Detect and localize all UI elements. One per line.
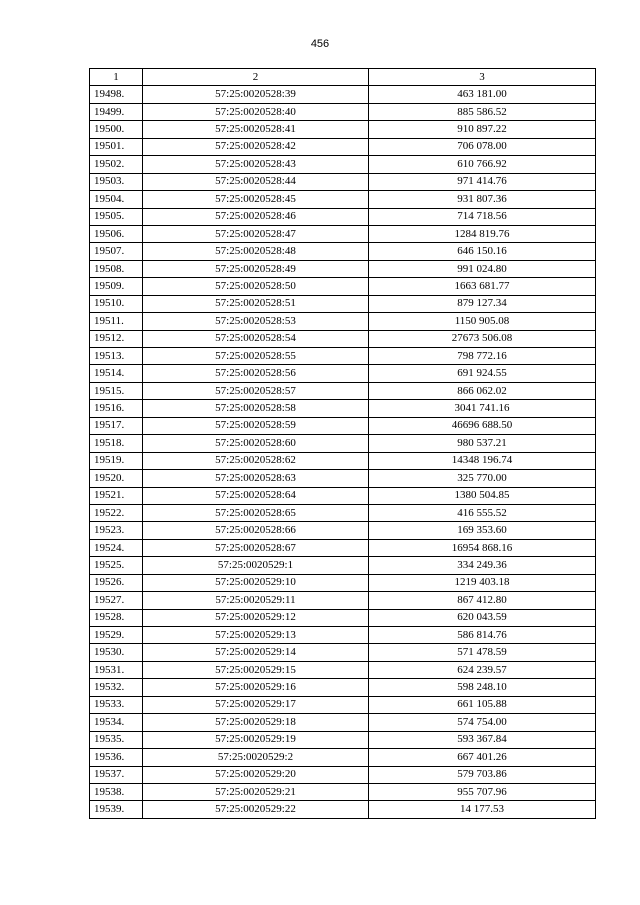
cadastral-value-cell: 661 105.88: [369, 696, 596, 713]
cadastral-value-cell: 1219 403.18: [369, 574, 596, 591]
table-row: [90, 696, 596, 713]
cadastral-number-cell: 57:25:0020528:64: [143, 487, 369, 504]
table-row: [90, 225, 596, 242]
row-number-cell: 19536.: [90, 749, 143, 766]
cadastral-value-cell: 971 414.76: [369, 173, 596, 190]
column-header-value: 3: [369, 69, 596, 86]
cadastral-value-cell: 3041 741.16: [369, 400, 596, 417]
row-number-cell: 19534.: [90, 714, 143, 731]
cadastral-number-cell: 57:25:0020529:18: [143, 714, 369, 731]
table-row: [90, 522, 596, 539]
row-number-cell: 19499.: [90, 103, 143, 120]
table-row: [90, 173, 596, 190]
table-row: [90, 679, 596, 696]
row-number-cell: 19516.: [90, 400, 143, 417]
cadastral-number-cell: 57:25:0020528:53: [143, 313, 369, 330]
row-number-cell: 19538.: [90, 783, 143, 800]
row-number-cell: 19522.: [90, 504, 143, 521]
cadastral-value-cell: 1284 819.76: [369, 225, 596, 242]
row-number-cell: 19513.: [90, 348, 143, 365]
cadastral-value-cell: 586 814.76: [369, 627, 596, 644]
cadastral-value-cell: 579 703.86: [369, 766, 596, 783]
row-number-cell: 19520.: [90, 470, 143, 487]
cadastral-number-cell: 57:25:0020528:62: [143, 452, 369, 469]
cadastral-number-cell: 57:25:0020529:17: [143, 696, 369, 713]
table-row: [90, 783, 596, 800]
cadastral-number-cell: 57:25:0020528:57: [143, 382, 369, 399]
cadastral-value-cell: 620 043.59: [369, 609, 596, 626]
row-number-cell: 19537.: [90, 766, 143, 783]
cadastral-number-cell: 57:25:0020528:59: [143, 417, 369, 434]
table-row: [90, 504, 596, 521]
cadastral-number-cell: 57:25:0020529:15: [143, 661, 369, 678]
cadastral-number-cell: 57:25:0020528:44: [143, 173, 369, 190]
cadastral-number-cell: 57:25:0020529:16: [143, 679, 369, 696]
cadastral-number-cell: 57:25:0020529:22: [143, 801, 369, 818]
table-row: [90, 382, 596, 399]
row-number-cell: 19518.: [90, 435, 143, 452]
row-number-cell: 19521.: [90, 487, 143, 504]
row-number-cell: 19511.: [90, 313, 143, 330]
column-header-cadastral-number: 2: [143, 69, 369, 86]
cadastral-value-cell: 646 150.16: [369, 243, 596, 260]
cadastral-value-cell: 574 754.00: [369, 714, 596, 731]
cadastral-value-cell: 416 555.52: [369, 504, 596, 521]
cadastral-number-cell: 57:25:0020528:56: [143, 365, 369, 382]
cadastral-value-cell: 624 239.57: [369, 661, 596, 678]
cadastral-number-cell: 57:25:0020528:45: [143, 191, 369, 208]
cadastral-value-cell: 867 412.80: [369, 592, 596, 609]
cadastral-value-cell: 14 177.53: [369, 801, 596, 818]
row-number-cell: 19527.: [90, 592, 143, 609]
table-row: [90, 539, 596, 556]
row-number-cell: 19508.: [90, 260, 143, 277]
table-row: [90, 487, 596, 504]
row-number-cell: 19517.: [90, 417, 143, 434]
table-row: [90, 574, 596, 591]
column-header-number: 1: [90, 69, 143, 86]
cadastral-value-cell: 325 770.00: [369, 470, 596, 487]
table-row: [90, 470, 596, 487]
cadastral-number-cell: 57:25:0020528:48: [143, 243, 369, 260]
row-number-cell: 19519.: [90, 452, 143, 469]
table-row: [90, 208, 596, 225]
cadastral-value-cell: 16954 868.16: [369, 539, 596, 556]
table-row: [90, 295, 596, 312]
cadastral-number-cell: 57:25:0020528:60: [143, 435, 369, 452]
cadastral-value-cell: 955 707.96: [369, 783, 596, 800]
cadastral-number-cell: 57:25:0020528:58: [143, 400, 369, 417]
table-row: [90, 801, 596, 818]
cadastral-number-cell: 57:25:0020528:63: [143, 470, 369, 487]
cadastral-value-cell: 879 127.34: [369, 295, 596, 312]
cadastral-number-cell: 57:25:0020529:13: [143, 627, 369, 644]
table-row: [90, 313, 596, 330]
cadastral-number-cell: 57:25:0020528:46: [143, 208, 369, 225]
cadastral-value-cell: 885 586.52: [369, 103, 596, 120]
cadastral-number-cell: 57:25:0020528:40: [143, 103, 369, 120]
cadastral-number-cell: 57:25:0020529:12: [143, 609, 369, 626]
cadastral-number-cell: 57:25:0020528:66: [143, 522, 369, 539]
table-header-row: [90, 69, 596, 86]
table-row: [90, 609, 596, 626]
table-row: [90, 156, 596, 173]
row-number-cell: 19505.: [90, 208, 143, 225]
table-row: [90, 348, 596, 365]
cadastral-value-cell: 593 367.84: [369, 731, 596, 748]
cadastral-value-cell: 931 807.36: [369, 191, 596, 208]
row-number-cell: 19533.: [90, 696, 143, 713]
table-row: [90, 330, 596, 347]
table-row: [90, 103, 596, 120]
table-row: [90, 557, 596, 574]
cadastral-number-cell: 57:25:0020529:20: [143, 766, 369, 783]
table-row: [90, 661, 596, 678]
row-number-cell: 19526.: [90, 574, 143, 591]
cadastral-value-cell: 27673 506.08: [369, 330, 596, 347]
row-number-cell: 19512.: [90, 330, 143, 347]
row-number-cell: 19524.: [90, 539, 143, 556]
table-row: [90, 731, 596, 748]
cadastral-number-cell: 57:25:0020528:39: [143, 86, 369, 103]
row-number-cell: 19532.: [90, 679, 143, 696]
row-number-cell: 19529.: [90, 627, 143, 644]
row-number-cell: 19525.: [90, 557, 143, 574]
cadastral-number-cell: 57:25:0020529:21: [143, 783, 369, 800]
cadastral-number-cell: 57:25:0020528:51: [143, 295, 369, 312]
cadastral-number-cell: 57:25:0020529:19: [143, 731, 369, 748]
cadastral-number-cell: 57:25:0020528:42: [143, 138, 369, 155]
cadastral-number-cell: 57:25:0020528:65: [143, 504, 369, 521]
cadastral-value-cell: 14348 196.74: [369, 452, 596, 469]
cadastral-value-cell: 1380 504.85: [369, 487, 596, 504]
table-row: [90, 714, 596, 731]
row-number-cell: 19509.: [90, 278, 143, 295]
row-number-cell: 19503.: [90, 173, 143, 190]
row-number-cell: 19514.: [90, 365, 143, 382]
row-number-cell: 19498.: [90, 86, 143, 103]
cadastral-value-cell: 691 924.55: [369, 365, 596, 382]
cadastral-value-cell: 798 772.16: [369, 348, 596, 365]
cadastral-value-cell: 1150 905.08: [369, 313, 596, 330]
table-row: [90, 592, 596, 609]
table-row: [90, 400, 596, 417]
table-row: [90, 86, 596, 103]
table-row: [90, 365, 596, 382]
cadastral-number-cell: 57:25:0020529:10: [143, 574, 369, 591]
cadastral-number-cell: 57:25:0020529:1: [143, 557, 369, 574]
table-row: [90, 417, 596, 434]
row-number-cell: 19528.: [90, 609, 143, 626]
cadastral-value-cell: 463 181.00: [369, 86, 596, 103]
cadastral-value-cell: 46696 688.50: [369, 417, 596, 434]
cadastral-number-cell: 57:25:0020528:50: [143, 278, 369, 295]
table-row: [90, 260, 596, 277]
row-number-cell: 19502.: [90, 156, 143, 173]
table-row: [90, 452, 596, 469]
cadastral-value-cell: 169 353.60: [369, 522, 596, 539]
table-row: [90, 278, 596, 295]
row-number-cell: 19507.: [90, 243, 143, 260]
cadastral-value-cell: 910 897.22: [369, 121, 596, 138]
cadastral-number-cell: 57:25:0020529:14: [143, 644, 369, 661]
cadastral-value-cell: 334 249.36: [369, 557, 596, 574]
table-body: [90, 86, 596, 818]
table-row: [90, 243, 596, 260]
row-number-cell: 19504.: [90, 191, 143, 208]
row-number-cell: 19531.: [90, 661, 143, 678]
cadastral-value-cell: 991 024.80: [369, 260, 596, 277]
cadastral-number-cell: 57:25:0020528:55: [143, 348, 369, 365]
row-number-cell: 19501.: [90, 138, 143, 155]
cadastral-number-cell: 57:25:0020528:43: [143, 156, 369, 173]
page-number: 456: [310, 38, 330, 50]
row-number-cell: 19506.: [90, 225, 143, 242]
table-row: [90, 749, 596, 766]
cadastral-number-cell: 57:25:0020528:67: [143, 539, 369, 556]
cadastral-number-cell: 57:25:0020529:2: [143, 749, 369, 766]
row-number-cell: 19510.: [90, 295, 143, 312]
cadastral-value-cell: 706 078.00: [369, 138, 596, 155]
cadastral-value-cell: 866 062.02: [369, 382, 596, 399]
cadastral-value-table: [89, 68, 596, 819]
table-row: [90, 766, 596, 783]
table-row: [90, 644, 596, 661]
row-number-cell: 19523.: [90, 522, 143, 539]
table-row: [90, 435, 596, 452]
cadastral-value-cell: 1663 681.77: [369, 278, 596, 295]
row-number-cell: 19539.: [90, 801, 143, 818]
cadastral-number-cell: 57:25:0020528:41: [143, 121, 369, 138]
cadastral-value-cell: 980 537.21: [369, 435, 596, 452]
cadastral-value-cell: 571 478.59: [369, 644, 596, 661]
cadastral-value-cell: 610 766.92: [369, 156, 596, 173]
cadastral-number-cell: 57:25:0020528:49: [143, 260, 369, 277]
cadastral-number-cell: 57:25:0020528:54: [143, 330, 369, 347]
row-number-cell: 19530.: [90, 644, 143, 661]
cadastral-value-cell: 598 248.10: [369, 679, 596, 696]
cadastral-value-cell: 714 718.56: [369, 208, 596, 225]
cadastral-number-cell: 57:25:0020528:47: [143, 225, 369, 242]
row-number-cell: 19535.: [90, 731, 143, 748]
table-row: [90, 121, 596, 138]
table-row: [90, 191, 596, 208]
row-number-cell: 19500.: [90, 121, 143, 138]
table-row: [90, 627, 596, 644]
table-row: [90, 138, 596, 155]
cadastral-number-cell: 57:25:0020529:11: [143, 592, 369, 609]
cadastral-value-cell: 667 401.26: [369, 749, 596, 766]
row-number-cell: 19515.: [90, 382, 143, 399]
